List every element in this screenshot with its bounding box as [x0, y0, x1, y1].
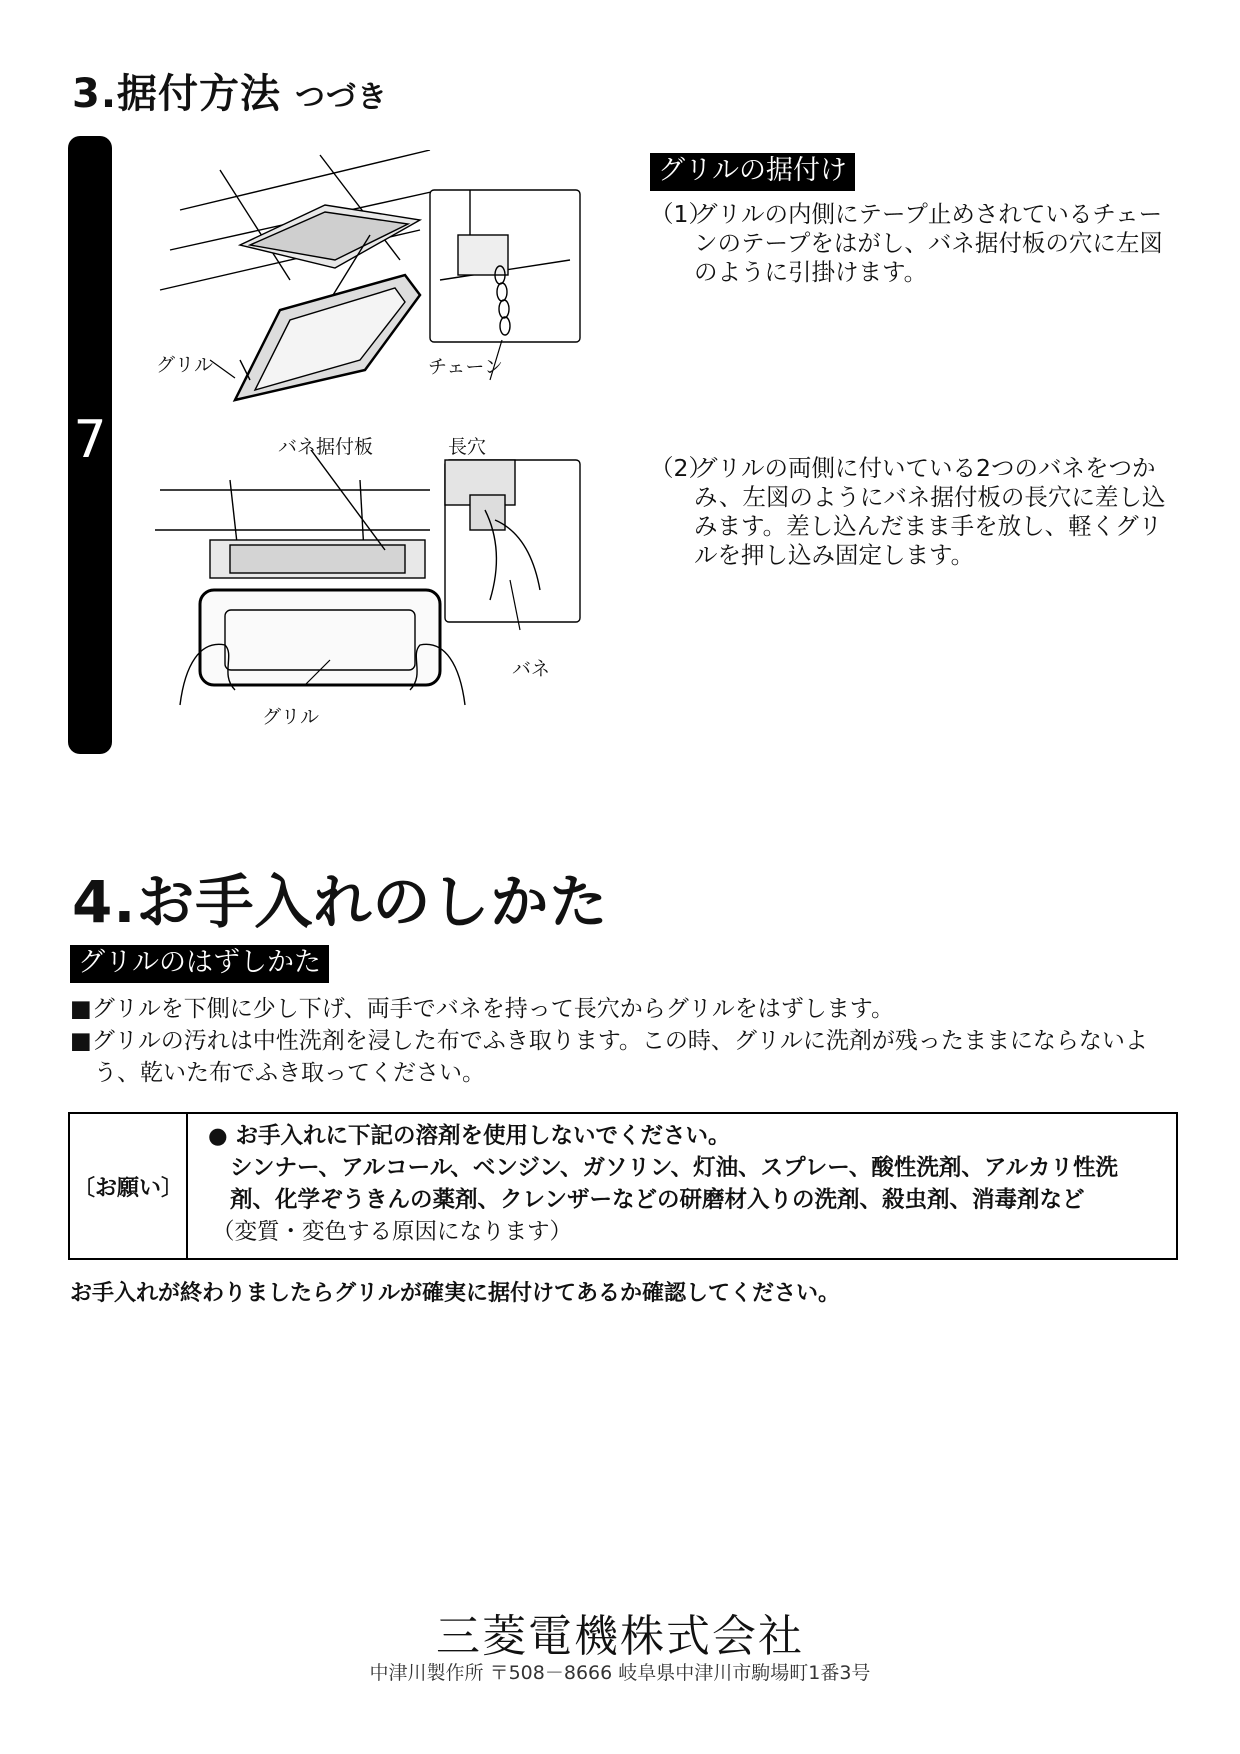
notice-body	[208, 1120, 1162, 1248]
side-tab-number: 7	[73, 410, 107, 470]
section3-continued: つづき	[295, 80, 389, 115]
label-slot: 長穴	[448, 436, 487, 458]
notice-box	[68, 1112, 1178, 1260]
step-2-text: グリルの両側に付いている2つのバネをつかみ、左図のようにバネ据付板の長穴に差し込みます。差し込んだまま手を放し、軽くグリルを押し込み固定します。	[694, 454, 1166, 569]
step-1-number: （1）	[650, 200, 712, 228]
bullet-2: ■グリルの汚れは中性洗剤を浸した布でふき取ります。この時、グリルに洗剤が残ったままにならないよう、乾いた布でふき取ってください。	[70, 1028, 1148, 1086]
label-spring-plate: バネ据付板	[278, 436, 374, 458]
section3-title-text: 3.据付方法	[72, 71, 282, 117]
notice-line-2: シンナー、アルコール、ベンジン、ガソリン、灯油、スプレー、酸性洗剤、アルカリ性洗剤、化学ぞうきんの薬剤、クレンザーなどの研磨材入りの洗剤、殺虫剤、消毒剤など	[230, 1155, 1118, 1213]
company-address: 中津川製作所 〒508－8666 岐阜県中津川市駒場町1番3号	[369, 1662, 871, 1684]
badge-grill-removal: グリルのはずしかた	[70, 945, 329, 983]
care-bullets	[70, 993, 1180, 1089]
label-grill-1: グリル	[156, 354, 214, 376]
label-spring: バネ	[512, 658, 551, 680]
section4-title: 4.お手入れのしかた	[72, 868, 609, 936]
figure-grill-chain	[140, 150, 590, 420]
bullet-1: ■グリルを下側に少し下げ、両手でバネを持って長穴からグリルをはずします。	[70, 996, 894, 1022]
step-2	[650, 454, 1180, 570]
notice-line-3: （変質・変色する原因になります）	[212, 1219, 573, 1245]
step-1-text: グリルの内側にテープ止めされているチェーンのテープをはがし、バネ据付板の穴に左図のように引掛けます。	[694, 200, 1163, 286]
closing-text: お手入れが終わりましたらグリルが確実に据付けてあるか確認してください。	[70, 1281, 841, 1306]
company-name: 三菱電機株式会社	[436, 1611, 804, 1662]
badge-grill-install: グリルの据付け	[650, 153, 855, 191]
label-grill-2: グリル	[262, 706, 320, 728]
section3-title	[72, 62, 388, 119]
label-chain: チェーン	[428, 356, 504, 378]
step-1	[650, 200, 1180, 287]
notice-label: 〔お願い〕	[70, 1114, 188, 1258]
notice-line-1: ● お手入れに下記の溶剤を使用しないでください。	[208, 1123, 731, 1149]
step-2-number: （2）	[650, 454, 712, 482]
